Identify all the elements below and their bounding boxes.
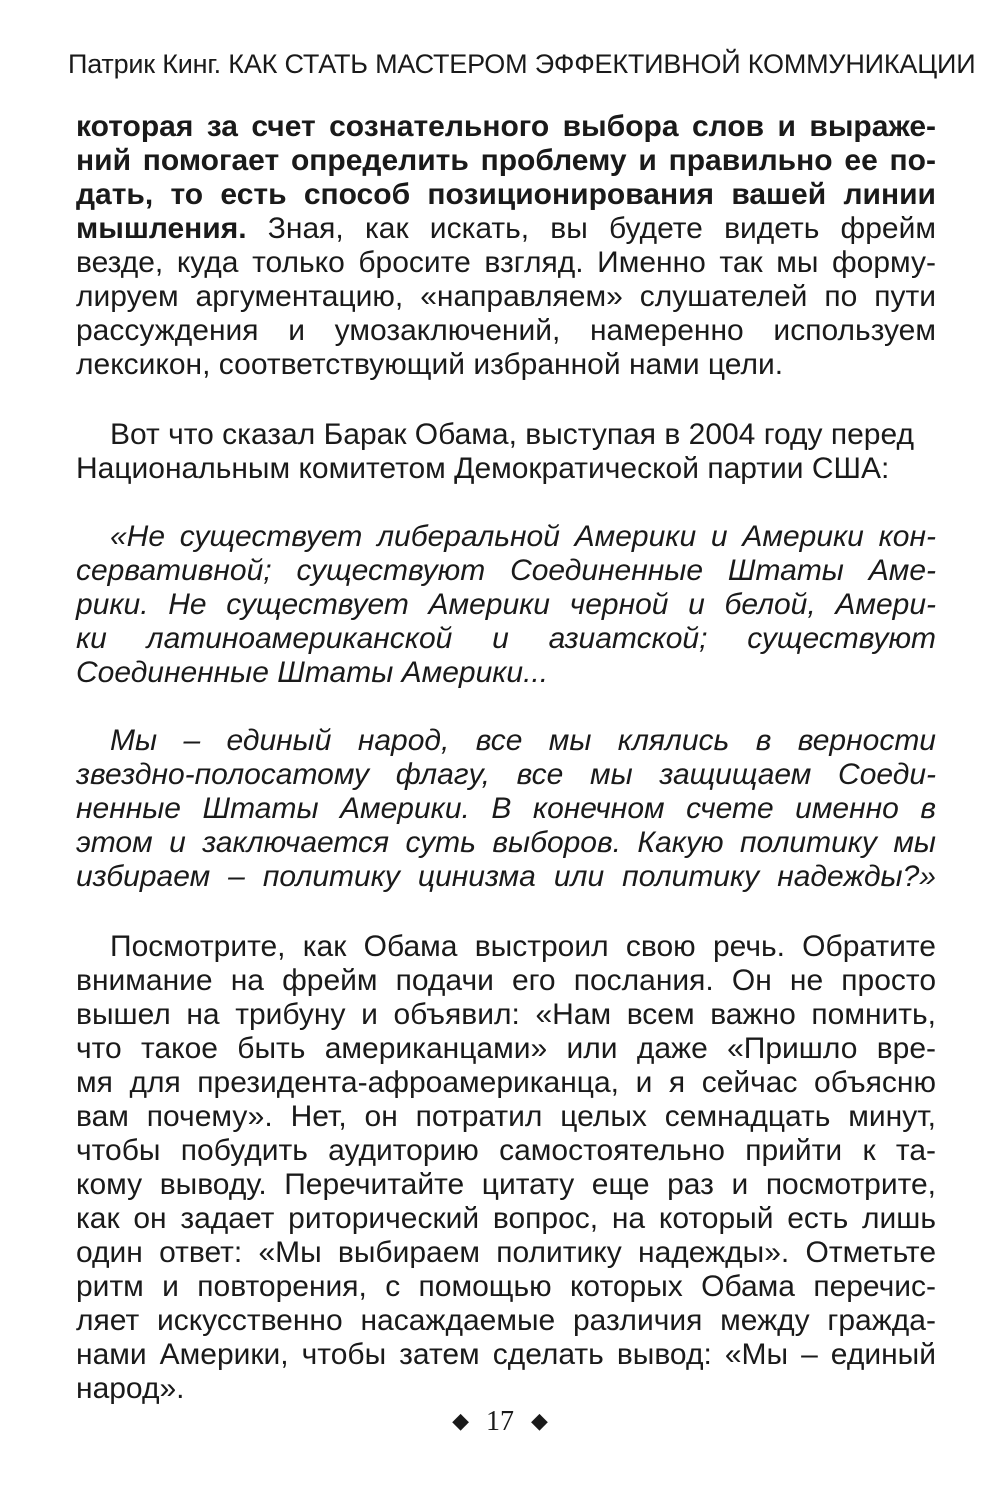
text-fragment: Зная, как искать, вы будете видеть фрейм (246, 212, 936, 245)
text-line: звездно-полосатому флагу, все мы защищаем Соеди- (76, 758, 936, 791)
page-body (76, 110, 936, 1406)
text-line: дать, то есть способ позиционирования вашей линии (76, 178, 936, 211)
text-line: рики. Не существует Америки черной и белой, Амери- (76, 588, 936, 621)
text-line: ки латиноамериканской и азиатской; существуют (76, 622, 936, 655)
text-line: «Не существует либеральной Америки и Америки кон- (110, 520, 936, 553)
text-line: народ». (76, 1372, 185, 1405)
paragraph-3 (76, 930, 936, 1406)
text-line: мя для президента-афроамериканца, и я сейчас объясню (76, 1066, 936, 1099)
quote-part-1 (76, 520, 936, 690)
text-line: избираем – политику цинизма или политику надежды?» (76, 860, 936, 893)
paragraph-1 (76, 110, 936, 382)
bold-term: мышления. (76, 212, 247, 245)
text-line: один ответ: «Мы выбираем политику надежды». Отметьте (76, 1236, 936, 1269)
text-line (76, 212, 936, 246)
text-line: внимание на фрейм подачи его послания. Он не просто (76, 964, 936, 997)
text-line: ненные Штаты Америки. В конечном счете именно в (76, 792, 936, 825)
text-line: лируем аргументацию, «направляем» слушателей по пути (76, 280, 936, 313)
text-line: Мы – единый народ, все мы клялись в верности (110, 724, 936, 757)
text-line: везде, куда только бросите взгляд. Именно так мы форму- (76, 246, 936, 279)
text-line: рассуждения и умозаключений, намеренно используем (76, 314, 936, 347)
page-footer (0, 1405, 1000, 1438)
diamond-icon: ◆ (531, 1408, 548, 1433)
text-line: ритм и повторения, с помощью которых Обама перечис- (76, 1270, 936, 1303)
page-number: 17 (486, 1406, 514, 1437)
text-line: ний помогает определить проблему и правильно ее по- (76, 144, 936, 177)
diamond-icon: ◆ (452, 1408, 469, 1433)
text-line: как он задает риторический вопрос, на который есть лишь (76, 1202, 936, 1235)
text-line: Посмотрите, как Обама выстроил свою речь. Обратите (110, 930, 936, 963)
text-line: ляет искусственно насаждаемые различия между гражда- (76, 1304, 936, 1337)
text-line: которая за счет сознательного выбора слов и выраже- (76, 110, 936, 143)
text-line: вам почему». Нет, он потратил целых семнадцать минут, (76, 1100, 936, 1133)
header-title: КАК СТАТЬ МАСТЕРОМ ЭФФЕКТИВНОЙ КОММУНИКАЦИИ (228, 49, 976, 79)
text-line: Вот что сказал Барак Обама, выступая в 2004 году перед (110, 418, 914, 451)
text-line: Национальным комитетом Демократической партии США: (76, 452, 890, 485)
text-line: чтобы побудить аудиторию самостоятельно прийти к та- (76, 1134, 936, 1167)
paragraph-2 (76, 418, 936, 486)
text-line: нами Америки, чтобы затем сделать вывод: «Мы – единый (76, 1338, 936, 1371)
text-line: кому выводу. Перечитайте цитату еще раз и посмотрите, (76, 1168, 936, 1201)
running-header (68, 46, 976, 82)
text-line: Соединенные Штаты Америки... (76, 656, 549, 689)
quote-part-2 (76, 724, 936, 894)
text-line: вышел на трибуну и объявил: «Нам всем важно помнить, (76, 998, 936, 1031)
header-author: Патрик Кинг. (68, 49, 221, 79)
text-line: сервативной; существуют Соединенные Штаты Аме- (76, 554, 936, 587)
text-line: этом и заключается суть выборов. Какую политику мы (76, 826, 936, 859)
text-line: что такое быть американцами» или даже «Пришло вре- (76, 1032, 936, 1065)
text-line: лексикон, соответствующий избранной нами цели. (76, 348, 784, 381)
